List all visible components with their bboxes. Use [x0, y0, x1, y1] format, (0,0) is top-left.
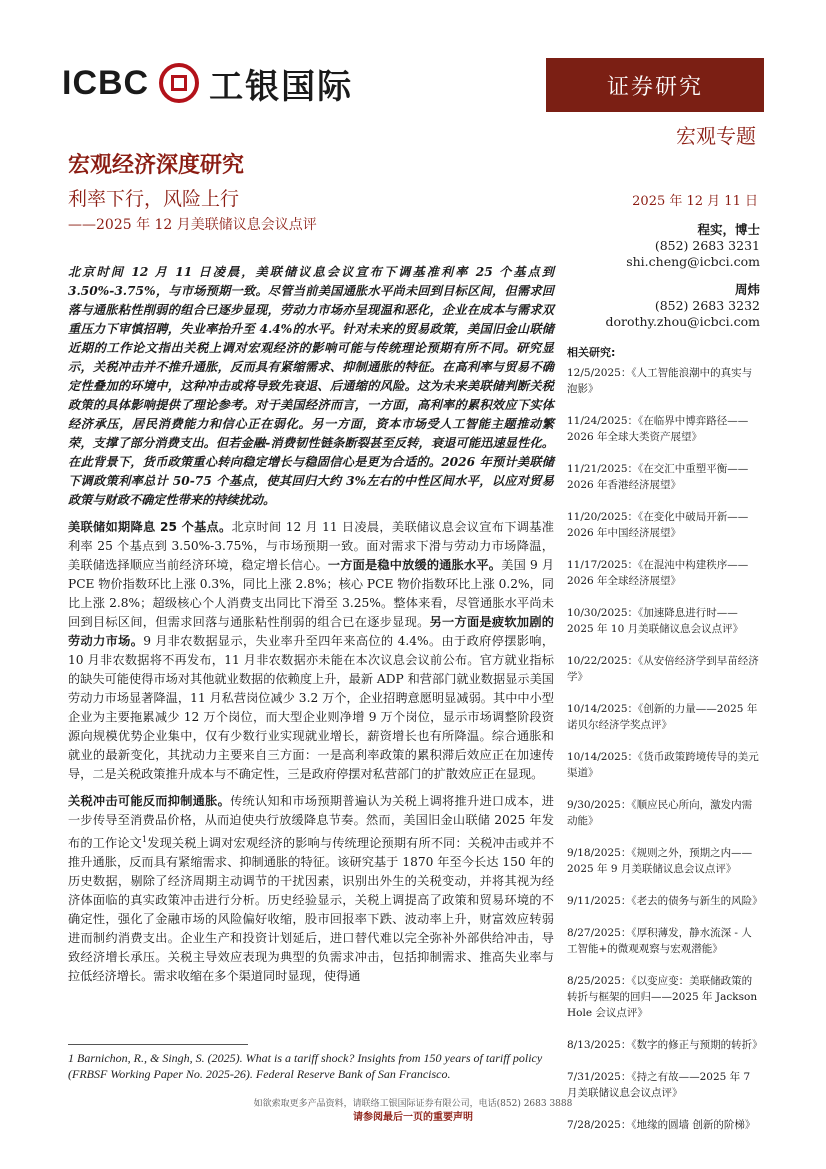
related-item[interactable]: 11/20/2025：《在变化中破局开新——2026 年中国经济展望》 [567, 511, 749, 539]
related-research-sidebar [567, 345, 763, 1149]
related-item[interactable]: 10/30/2025：《加速降息进行时——2025 年 10 月美联储议息会议点评》 [567, 607, 744, 635]
author-block [560, 222, 760, 330]
related-item[interactable]: 9/18/2025：《规则之外，预期之内——2025 年 9 月美联储议息会议点评》 [567, 847, 753, 875]
related-research-heading: 相关研究: [567, 346, 616, 359]
body-paragraph-1 [68, 518, 554, 784]
related-item[interactable]: 7/28/2025：《地缘的圆墙 创新的阶梯》 [567, 1119, 756, 1131]
author-name: 周炜 [734, 282, 760, 297]
author-phone: (852) 2683 3232 [654, 298, 760, 313]
related-item[interactable]: 8/25/2025：《以变应变：美联储政策的转折与框架的回归——2025 年 Jackson Hole 会议点评》 [567, 975, 758, 1019]
related-item[interactable]: 9/11/2025：《老去的债务与新生的风险》 [567, 895, 763, 907]
footer-contact: 如欲索取更多产品资料，请联络工银国际证券有限公司，电话(852) 2683 3888 [253, 1099, 573, 1109]
paragraph-text: 9 月非农数据显示，失业率升至四年来高位的 4.4%。由于政府停摆影响，10 月非农数据将不再发布，11 月非农数据亦未能在本次议息会议前公布。官方就业指标的缺失可能使得市场对其他就业数据的依赖度上升，最新 ADP 和营部门就业数据显示美国劳动力市场显著降温，11 月私营岗位减少 3.2 万个，企业招聘意愿明显减弱。其中中小型企业为主要拖累减少 12 万个岗位，而大型企业则净增 9 万个岗位，显示市场调整阶段资源向规模优势企业集中，仅有少数行业实现就业增长，薪资增长也有所降温。综合通胀和就业的最新变化，其扰动力主要来自三方面：一是高利率政策的累积滞后效应正在加速传导，二是关税政策推升成本与不确定性，三是政府停摆对私营部门的扩散效应正在显现。 [68, 634, 555, 781]
emphasis-text: 另一方面是疲软加剧的劳动力市场。 [68, 615, 554, 648]
related-item[interactable]: 7/31/2025：《持之有故——2025 年 7 月美联储议息会议点评》 [567, 1071, 751, 1099]
related-item[interactable]: 11/17/2025：《在混沌中构建秩序——2026 年全球经济展望》 [567, 559, 749, 587]
logo-text-en: ICBC [62, 63, 150, 102]
report-date: 2025 年 12 月 11 日 [632, 194, 758, 209]
author-name: 程实，博士 [697, 222, 760, 237]
body-paragraph-2 [68, 792, 554, 986]
author-email[interactable]: dorothy.zhou@icbci.com [605, 314, 760, 329]
footnote-ref[interactable]: 1 [142, 835, 148, 844]
related-item[interactable]: 10/14/2025：《货币政策跨境传导的美元渠道》 [567, 751, 759, 779]
related-item[interactable]: 10/22/2025：《从安倍经济学到早苗经济学》 [567, 655, 759, 683]
related-item[interactable]: 11/21/2025：《在交汇中重塑平衡——2026 年香港经济展望》 [567, 463, 749, 491]
report-subtitle: 利率下行，风险上行 [68, 188, 240, 210]
report-type: 宏观专题 [676, 124, 756, 148]
footnote-divider [68, 1044, 248, 1045]
logo-text-cn: 工银国际 [209, 66, 354, 107]
paragraph-text: 美国 9 月 PCE 物价指数环比上涨 0.3%，同比上涨 2.8%；核心 PCE 物价指数环比上涨 0.2%，同比上涨 2.8%；超级核心个人消费支出同比下滑至 3.25%。整体来看，尽管通胀水平尚未回到目标区间，但需求回落与通胀粘性削弱的组合已在逐步显现。 [68, 558, 555, 629]
related-item[interactable]: 11/24/2025：《在临界中博弈路径——2026 年全球大类资产展望》 [567, 415, 749, 443]
related-item[interactable]: 8/13/2025：《数字的修正与预期的转折》 [567, 1039, 763, 1051]
report-title: 宏观经济深度研究 [68, 153, 245, 178]
company-logo [62, 58, 353, 108]
report-subtitle-secondary: ——2025 年 12 月美联储议息会议点评 [68, 217, 317, 233]
related-item[interactable]: 8/27/2025：《厚积薄发，静水流深 - 人工智能+的微观观察与宏观潜能》 [567, 927, 752, 955]
related-item[interactable]: 12/5/2025：《人工智能浪潮中的真实与泡影》 [567, 367, 753, 395]
summary-paragraph: 北京时间 12 月 11 日凌晨，美联储议息会议宣布下调基准利率 25 个基点到 3.50%-3.75%，与市场预期一致。尽管当前美国通胀水平尚未回到目标区间，但需求回落与通胀粘性削弱的组合已逐步显现，劳动力市场亦呈现温和恶化，企业在成本与需求双重压力下审慎招聘，失业率抬升至 4.4%的水平。针对未来的贸易政策，美国旧金山联储近期的工作论文指出关税上调对宏观经济的影响可能与传统理论预期有所不同。研究显示，关税冲击并不推升通胀，反而具有紧缩需求、抑制通胀的特征。在高利率与贸易不确定性叠加的环境中，这种冲击或将导致先衰退、后通缩的风险。这为未来美联储判断关税政策的具体影响提供了理论参考。对于美国经济而言，一方面，高利率的累积效应下实体经济承压，居民消费能力和信心正在弱化。另一方面，资本市场受人工智能主题推动繁荣，支撑了部分消费支出。但若金融-消费韧性链条断裂甚至反转，衰退可能迅速显性化。在此背景下，货币政策重心转向稳定增长与稳固信心是更为合适的。2026 年预计美联储下调政策利率总计 50-75 个基点，使其回归大约 3%左右的中性区间水平，以应对贸易政策与财政不确定性带来的持续扰动。 [68, 265, 554, 507]
author-phone: (852) 2683 3231 [654, 238, 760, 253]
main-content [68, 263, 554, 994]
emphasis-text: 一方面是稳中放缓的通胀水平。 [327, 558, 502, 572]
author-email[interactable]: shi.cheng@icbci.com [626, 254, 760, 269]
report-category-banner: 证券研究 [546, 58, 764, 112]
paragraph-text: 传统认知和市场预期普遍认为关税上调将推升进口成本，进一步传导至消费品价格，从而迫使央行放缓降息节奏。然而，美国旧金山联储 2025 年发布的工作论文 [68, 794, 554, 851]
paragraph-text: 发现关税上调对宏观经济的影响与传统理论预期有所不同：关税冲击或并不推升通胀，反而具有紧缩需求、抑制通胀的特征。该研究基于 1870 年至今长达 150 年的历史数据，剔除了经济周期主动调节的干扰因素，识别出外生的关税变动，并将其视为经济体面临的真实政策冲击进行分析。历史经验显示，关税上调提高了政策和贸易环境的不确定性，强化了金融市场的风险偏好收缩，股市回报率下跌、波动率上升，财富效应转弱进而制约消费支出。企业生产和投资计划延后，进口替代难以完全弥补外部供给冲击，导致经济增长承压。关税主导效应表现为典型的负需求冲击，包括抑制需求、推高失业率与拉低经济增长。需求收缩在多个渠道同时显现，使得通 [68, 836, 555, 984]
related-item[interactable]: 9/30/2025：《顺应民心所向，激发内需动能》 [567, 799, 753, 827]
footnote: 1 Barnichon, R., & Singh, S. (2025). What is a tariff shock? Insights from 150 years of tariff policy (FRBSF Working Paper No. 2025-26). Federal Reserve Bank of San Francisco. [68, 1051, 543, 1081]
footer-disclaimer[interactable]: 请参阅最后一页的重要声明 [353, 1112, 473, 1123]
icbc-seal-icon [159, 63, 199, 103]
paragraph-lead: 关税冲击可能反而抑制通胀。 [68, 794, 231, 808]
paragraph-lead: 美联储如期降息 25 个基点。 [68, 520, 232, 534]
related-item[interactable]: 10/14/2025：《创新的力量——2025 年诺贝尔经济学奖点评》 [567, 703, 758, 731]
paragraph-text: 北京时间 12 月 11 日凌晨，美联储议息会议宣布下调基准利率 25 个基点到 3.50%-3.75%，与市场预期一致。面对需求下滑与劳动力市场降温，美联储选择顺应当前经济环境，稳定增长信心。 [68, 520, 554, 572]
